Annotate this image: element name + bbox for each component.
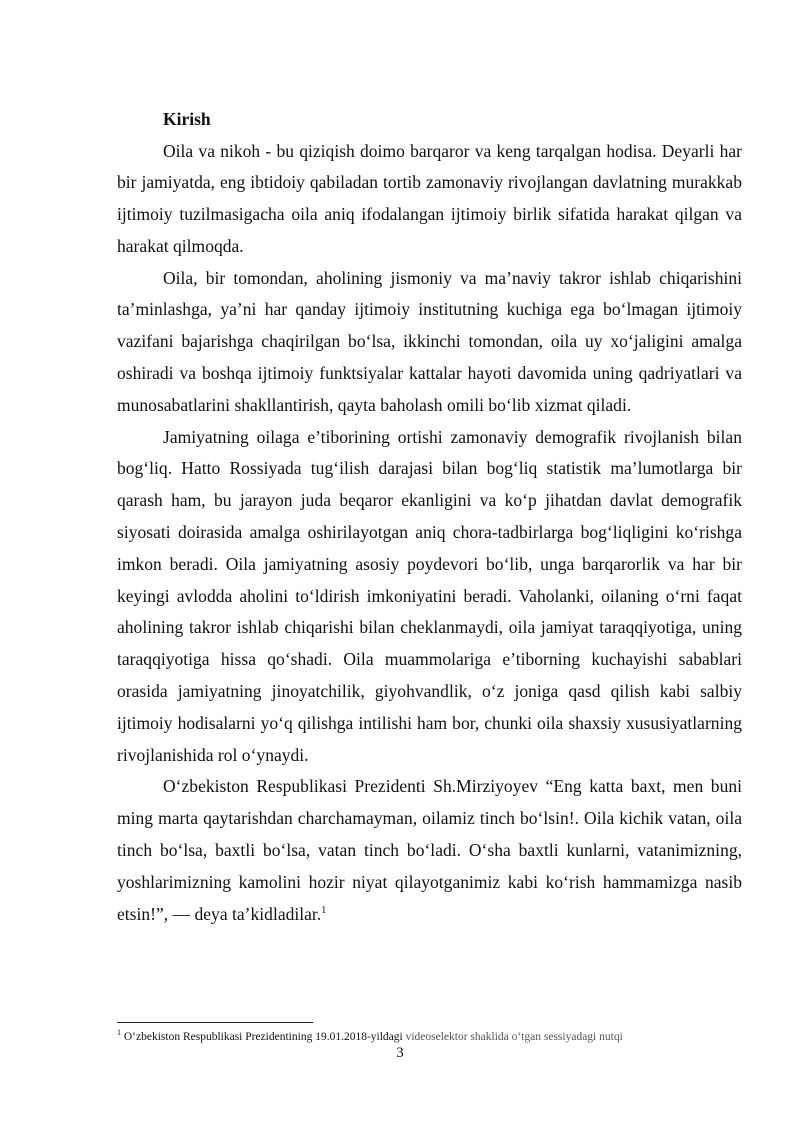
paragraph-4-text: O‘zbekiston Respublikasi Prezidenti Sh.Mirziyoyev “Eng katta baxt, men buni ming marta qaytarishdan charchamayman, oilamiz tinch bo‘lsin!. Oila kichik vatan, oila tinch bo‘lsa, baxtli bo‘lsa, vatan tinch bo‘ladi. O‘sha baxtli kunlarni, vatanimizning, yoshlarimizning kamolini hozir niyat qilayotganimiz kabi ko‘rish hammamizga nasib etsin!”, — deya ta’kidladilar. (117, 776, 742, 924)
page-number: 3 (396, 1045, 404, 1061)
footnote-text: O‘zbekiston Respublikasi Prezidentining 19.01.2018-yildagi (121, 1031, 406, 1043)
footnote (117, 1030, 757, 1044)
footnote-reference[interactable]: 1 (321, 904, 327, 916)
footnote-separator (117, 1022, 313, 1023)
paragraph-1: Oila va nikoh - bu qiziqish doimo barqaror va keng tarqalgan hodisa. Deyarli har bir jamiyatda, eng ibtidoiy qabiladan tortib zamonaviy rivojlangan davlatning murakkab ijtimoiy tuzilmasigacha oila aniq ifodalangan ijtimoiy birlik sifatida harakat qilgan va harakat qilmoqda. (117, 140, 742, 256)
paragraph-3: Jamiyatning oilaga e’tiborining ortishi zamonaviy demografik rivojlanish bilan bog‘liq. Hatto Rossiyada tug‘ilish darajasi bilan bog‘liq statistik ma’lumotlarga bir qarash ham, bu jarayon juda beqaror ekanligini va ko‘p jihatdan davlat demografik siyosati doirasida amalga oshirilayotgan aniq chora-tadbirlarga bog‘liqligini ko‘rishga imkon beradi. Oila jamiyatning asosiy poydevori bo‘lib, unga barqarorlik va har bir keyingi avlodda aholini to‘ldirish imkoniyatini beradi. Vaholanki, oilaning o‘rni faqat aholining takror ishlab chiqarishi bilan cheklanmaydi, oila jamiyat taraqqiyotiga, uning taraqqiyotiga hissa qo‘shadi. Oila muammolariga e’tiborning kuchayishi sabablari orasida jamiyatning jinoyatchilik, giyohvandlik, o‘z joniga qasd qilish kabi salbiy ijtimoiy hodisalarni yo‘q qilishga intilishi ham bor, chunki oila shaxsiy xususiyatlarning rivojlanishida rol o‘ynaydi. (117, 426, 742, 765)
section-heading: Kirish (163, 109, 211, 129)
document-body (117, 104, 742, 930)
paragraph-4 (117, 771, 742, 930)
paragraph-2: Oila, bir tomondan, aholining jismoniy va ma’naviy takror ishlab chiqarishini ta’minlashga, ya’ni har qanday ijtimoiy institutning kuchiga ega bo‘lmagan ijtimoiy vazifani bajarishga chaqirilgan bo‘lsa, ikkinchi tomondan, oila uy xo‘jaligini amalga oshiradi va boshqa ijtimoiy funktsiyalar kattalar hayoti davomida uning qadriyatlari va munosabatlarini shakllantirish, qayta baholash omili bo‘lib xizmat qiladi. (117, 267, 742, 415)
footnote-text-grey: videoselektor shaklida o‘tgan sessiyadagi nutqi (405, 1031, 623, 1043)
footnote-marker: 1 (117, 1028, 121, 1038)
